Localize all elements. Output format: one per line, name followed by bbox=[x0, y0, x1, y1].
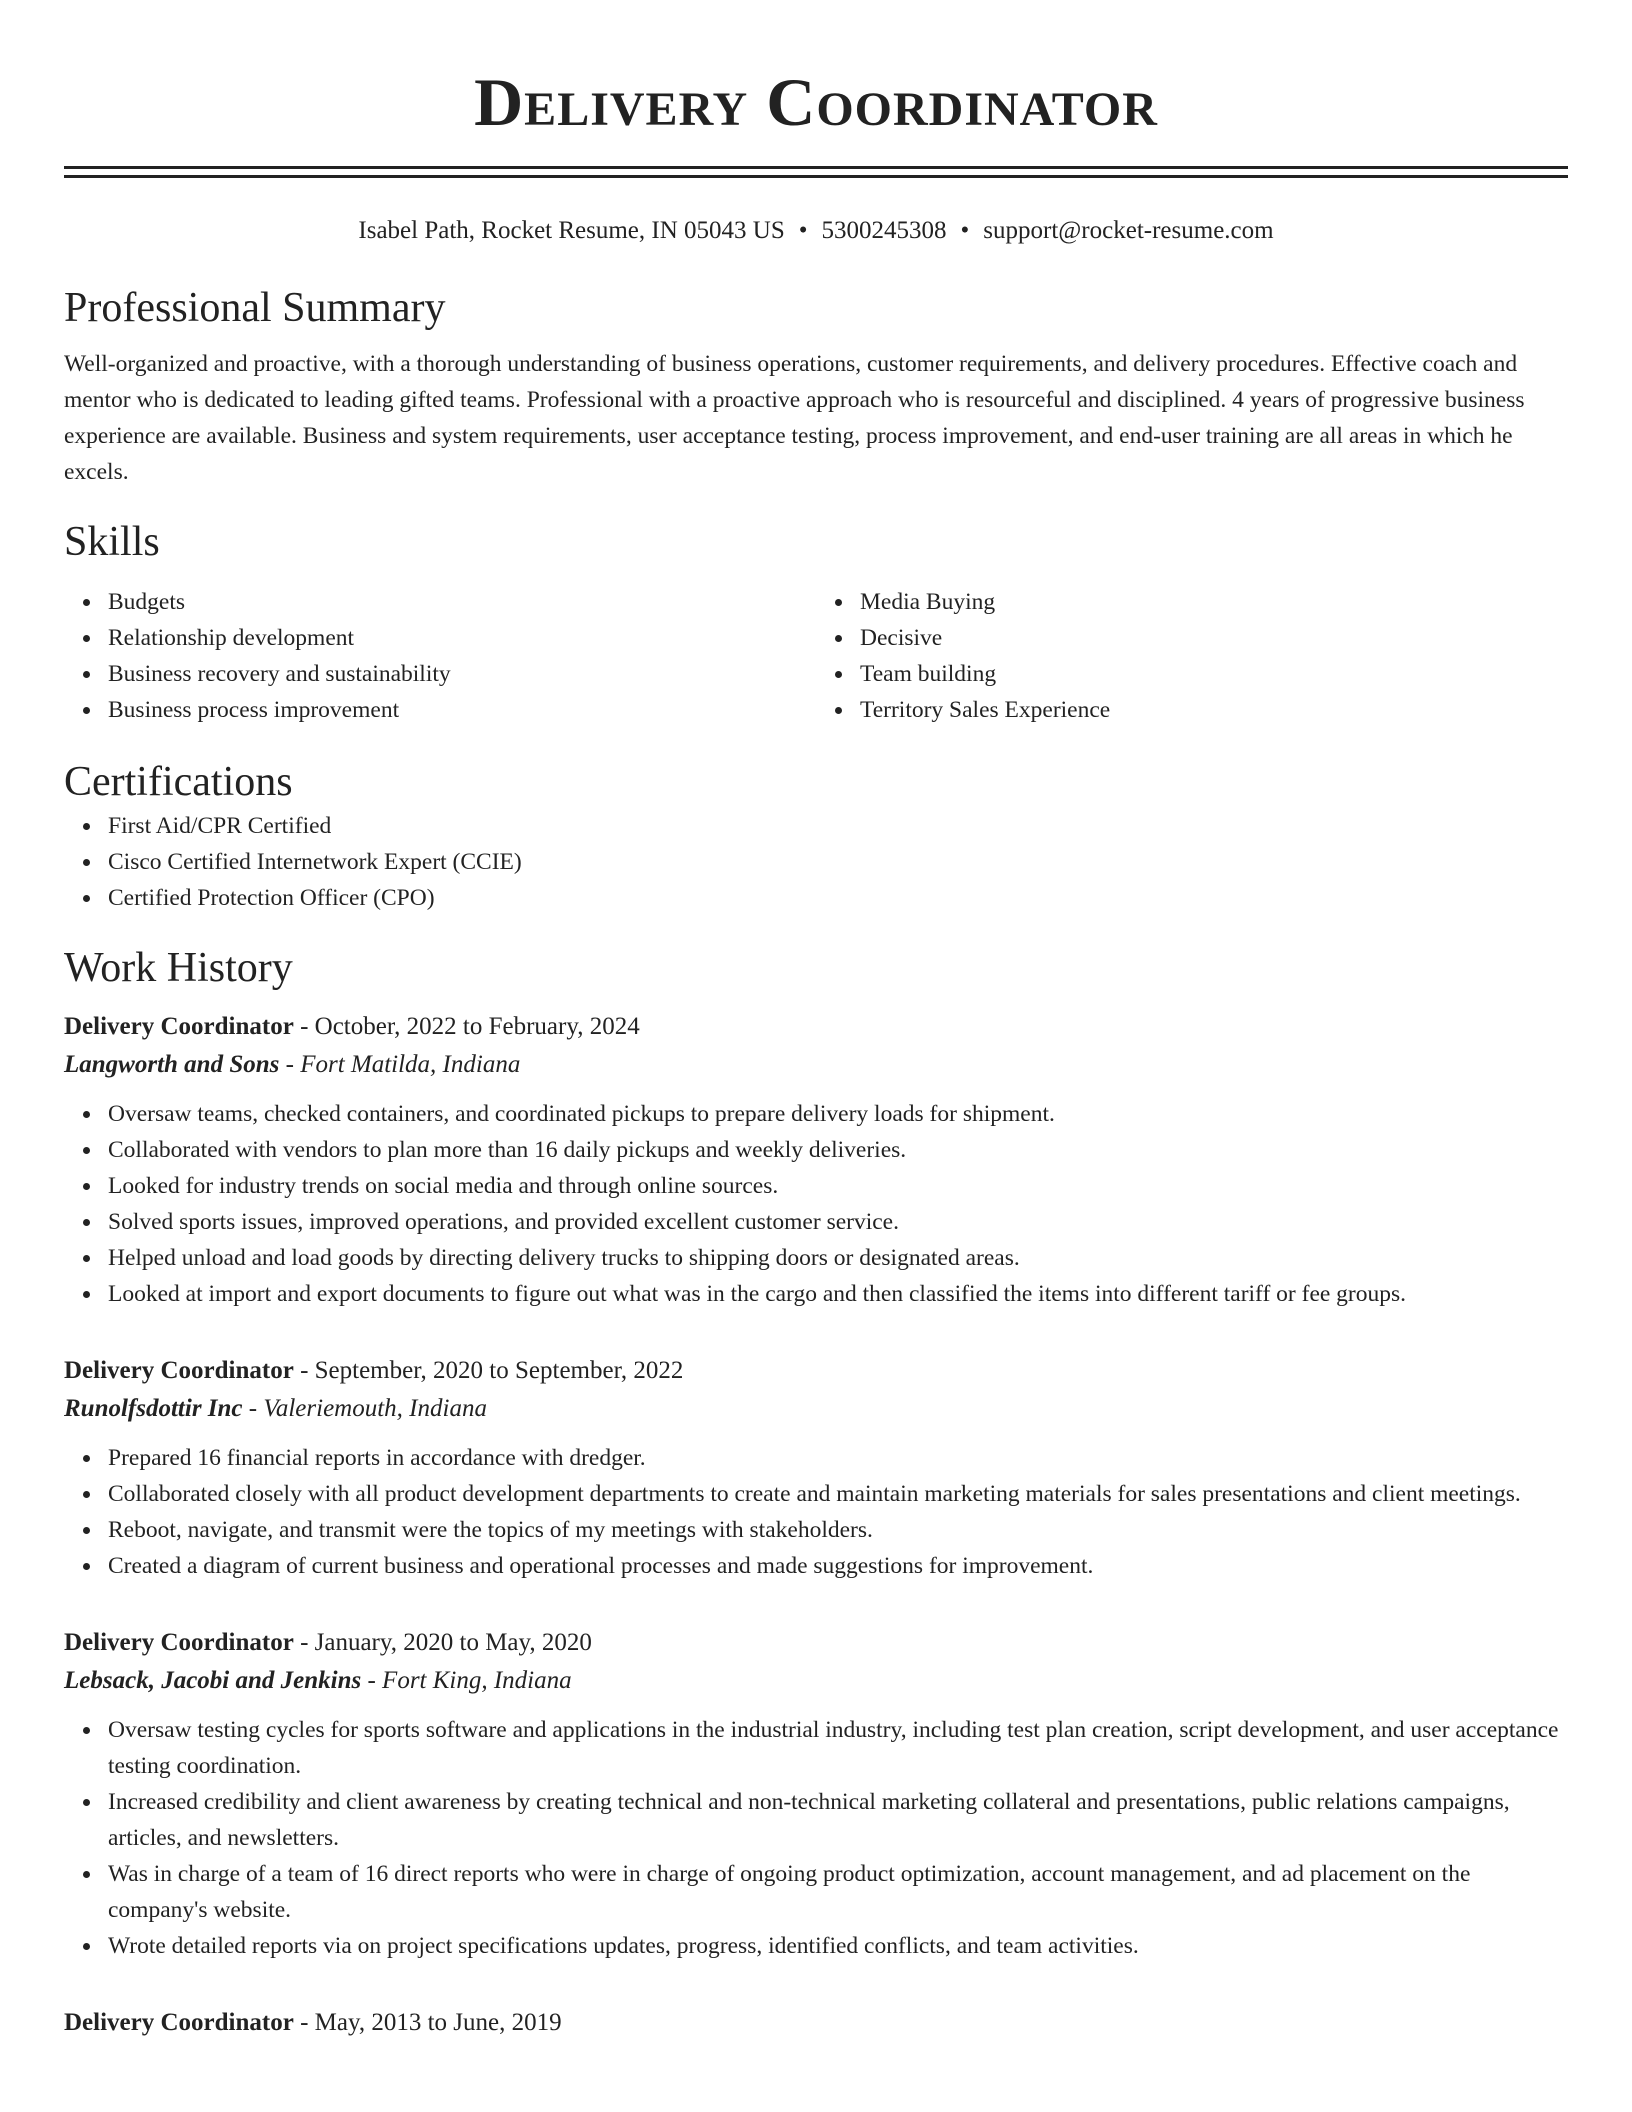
job-title-line bbox=[64, 2004, 1568, 2042]
job-bullet: Collaborated closely with all product development departments to create and maintain marketing materials for sales presentations and client meetings. bbox=[108, 1476, 1568, 1512]
summary-heading: Professional Summary bbox=[64, 285, 446, 331]
job-company: Langworth and Sons bbox=[64, 1051, 280, 1078]
skill-item: Business process improvement bbox=[108, 692, 816, 728]
job-dates: - October, 2022 to February, 2024 bbox=[293, 1013, 640, 1040]
work-history-section bbox=[64, 942, 1568, 2042]
skill-item: Relationship development bbox=[108, 620, 816, 656]
skills-section bbox=[64, 516, 1568, 728]
job-bullet: Collaborated with vendors to plan more than 16 daily pickups and weekly deliveries. bbox=[108, 1132, 1568, 1168]
certifications-section bbox=[64, 756, 1568, 916]
contact-phone: 5300245308 bbox=[821, 217, 947, 244]
job-bullets bbox=[64, 1440, 1568, 1584]
skill-item: Media Buying bbox=[860, 584, 1568, 620]
job-bullets bbox=[64, 1096, 1568, 1312]
job-bullet: Helped unload and load goods by directing delivery trucks to shipping doors or designated areas. bbox=[108, 1240, 1568, 1276]
job-company: Lebsack, Jacobi and Jenkins bbox=[64, 1667, 362, 1694]
skills-heading: Skills bbox=[64, 519, 160, 565]
job-bullet: Looked at import and export documents to figure out what was in the cargo and then classified the items into different tariff or fee groups. bbox=[108, 1276, 1568, 1312]
skills-left-list bbox=[64, 584, 816, 728]
job-title: Delivery Coordinator bbox=[64, 1357, 294, 1384]
contact-separator: • bbox=[960, 217, 970, 244]
job-dates: - January, 2020 to May, 2020 bbox=[293, 1629, 592, 1656]
job-bullet: Oversaw teams, checked containers, and coordinated pickups to prepare delivery loads for shipment. bbox=[108, 1096, 1568, 1132]
job-location: - Valeriemouth, Indiana bbox=[242, 1395, 487, 1422]
contact-line bbox=[64, 215, 1568, 247]
job-bullet: Prepared 16 financial reports in accordance with dredger. bbox=[108, 1440, 1568, 1476]
job-title-line bbox=[64, 1352, 1568, 1390]
contact-separator: • bbox=[798, 217, 808, 244]
job-company-line bbox=[64, 1046, 1568, 1084]
skills-right-list bbox=[816, 584, 1568, 728]
job-bullet: Created a diagram of current business and operational processes and made suggestions for improvement. bbox=[108, 1548, 1568, 1584]
job-bullet: Solved sports issues, improved operations, and provided excellent customer service. bbox=[108, 1204, 1568, 1240]
job-bullets bbox=[64, 1712, 1568, 1964]
job-title-line bbox=[64, 1624, 1568, 1662]
job-company: Runolfsdottir Inc bbox=[64, 1395, 243, 1422]
skill-item: Budgets bbox=[108, 584, 816, 620]
skill-item: Decisive bbox=[860, 620, 1568, 656]
job-entry bbox=[64, 1352, 1568, 1584]
job-bullet: Oversaw testing cycles for sports software and applications in the industrial industry, including test plan creation, script development, and user acceptance testing coordination. bbox=[108, 1712, 1568, 1784]
job-entry bbox=[64, 1624, 1568, 1964]
job-company-line bbox=[64, 1662, 1568, 1700]
resume-title: Delivery Coordinator bbox=[474, 64, 1158, 140]
job-title: Delivery Coordinator bbox=[64, 2009, 294, 2036]
job-bullet: Increased credibility and client awareness by creating technical and non-technical marketing collateral and presentations, public relations campaigns, articles, and newsletters. bbox=[108, 1784, 1568, 1856]
contact-email: support@rocket-resume.com bbox=[983, 217, 1274, 244]
title-divider-top bbox=[64, 166, 1568, 169]
skill-item: Business recovery and sustainability bbox=[108, 656, 816, 692]
skill-item: Territory Sales Experience bbox=[860, 692, 1568, 728]
job-location: - Fort King, Indiana bbox=[361, 1667, 572, 1694]
job-dates: - May, 2013 to June, 2019 bbox=[293, 2009, 562, 2036]
job-title-line bbox=[64, 1008, 1568, 1046]
work-history-heading: Work History bbox=[64, 945, 293, 991]
job-entry bbox=[64, 2004, 1568, 2042]
job-location: - Fort Matilda, Indiana bbox=[279, 1051, 521, 1078]
job-bullet: Reboot, navigate, and transmit were the topics of my meetings with stakeholders. bbox=[108, 1512, 1568, 1548]
title-divider-bottom bbox=[64, 175, 1568, 178]
certifications-heading: Certifications bbox=[64, 759, 293, 805]
job-bullet: Wrote detailed reports via on project specifications updates, progress, identified conflicts, and team activities. bbox=[108, 1928, 1568, 1964]
job-bullet: Was in charge of a team of 16 direct reports who were in charge of ongoing product optimization, account management, and ad placement on the company's website. bbox=[108, 1856, 1568, 1928]
certification-item: First Aid/CPR Certified bbox=[108, 808, 1568, 844]
job-bullet: Looked for industry trends on social media and through online sources. bbox=[108, 1168, 1568, 1204]
certification-item: Certified Protection Officer (CPO) bbox=[108, 880, 1568, 916]
job-dates: - September, 2020 to September, 2022 bbox=[293, 1357, 684, 1384]
certifications-list bbox=[64, 808, 1568, 916]
summary-section bbox=[64, 282, 1568, 490]
job-title: Delivery Coordinator bbox=[64, 1013, 294, 1040]
job-title: Delivery Coordinator bbox=[64, 1629, 294, 1656]
summary-text: Well-organized and proactive, with a thorough understanding of business operations, customer requirements, and delivery procedures. Effective coach and mentor who is dedicated to leading gifted teams. Professional with a proactive approach who is resourceful and disciplined. 4 years of progressive business experience are available. Business and system requirements, user acceptance testing, process improvement, and end-user training are all areas in which he excels. bbox=[64, 351, 1525, 485]
contact-address: Isabel Path, Rocket Resume, IN 05043 US bbox=[358, 217, 785, 244]
skill-item: Team building bbox=[860, 656, 1568, 692]
certification-item: Cisco Certified Internetwork Expert (CCIE) bbox=[108, 844, 1568, 880]
job-entry bbox=[64, 1008, 1568, 1312]
job-company-line bbox=[64, 1390, 1568, 1428]
skills-columns bbox=[64, 584, 1568, 728]
